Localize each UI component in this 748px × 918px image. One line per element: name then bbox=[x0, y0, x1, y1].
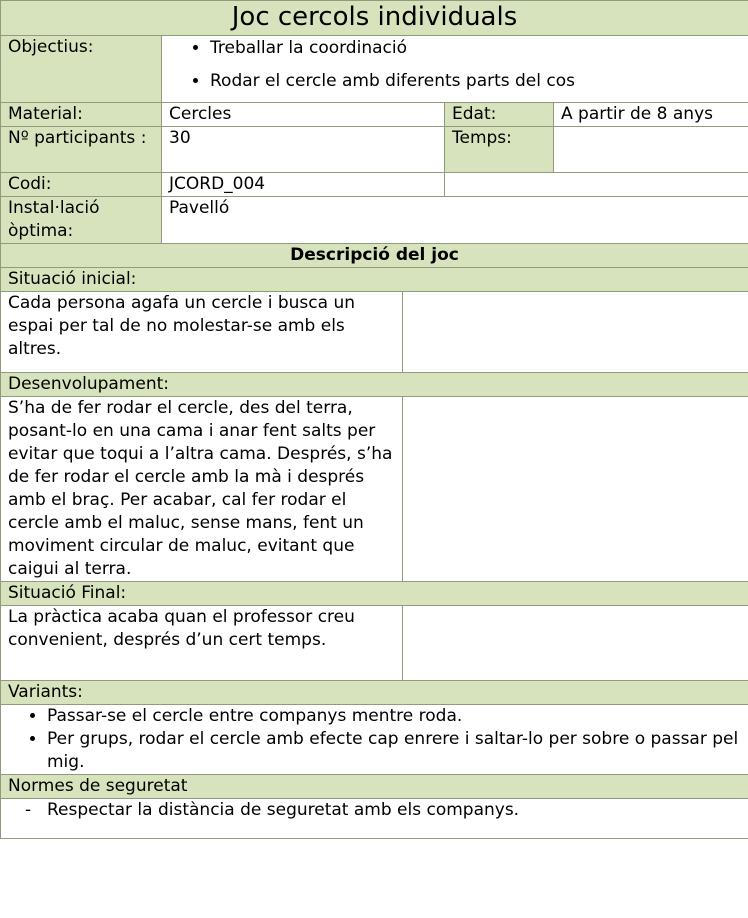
time-label: Temps: bbox=[445, 127, 554, 173]
code-value: JCORD_004 bbox=[162, 173, 445, 197]
code-label: Codi: bbox=[1, 173, 162, 197]
installation-value: Pavelló bbox=[162, 197, 748, 244]
variants-label: Variants: bbox=[1, 681, 748, 705]
objective-item: • Treballar la coordinació bbox=[210, 37, 748, 60]
sheet-title: Joc cercols individuals bbox=[1, 1, 748, 36]
variant-item: • Passar-se el cercle entre companys mentre roda. bbox=[47, 705, 748, 728]
safety-cell bbox=[1, 799, 748, 839]
development-text: S’ha de fer rodar el cercle, des del terra, posant-lo en una cama i anar fent salts per evitar que toqui a l’altra cama. Després, s’ha de fer rodar el cercle amb la mà i després amb el braç. Per acabar, cal fer rodar el cercle amb el maluc, sense mans, fent un moviment circular de maluc, evitant que caigui al terra. bbox=[1, 397, 403, 582]
time-value bbox=[554, 127, 748, 173]
final-label: Situació Final: bbox=[1, 582, 748, 606]
age-label: Edat: bbox=[445, 103, 554, 127]
initial-empty bbox=[403, 292, 748, 373]
material-label: Material: bbox=[1, 103, 162, 127]
variant-item: • Per grups, rodar el cercle amb efecte cap enrere i saltar-lo per sobre o passar pel mig. bbox=[47, 728, 748, 774]
objective-item: • Rodar el cercle amb diferents parts del cos bbox=[210, 70, 748, 93]
code-empty bbox=[445, 173, 748, 197]
objectives-label: Objectius: bbox=[1, 36, 162, 103]
installation-label: Instal·lació òptima: bbox=[1, 197, 162, 244]
participants-label: Nº participants : bbox=[1, 127, 162, 173]
safety-label: Normes de seguretat bbox=[1, 775, 748, 799]
objectives-list bbox=[162, 37, 748, 93]
initial-text: Cada persona agafa un cercle i busca un espai per tal de no molestar-se amb els altres. bbox=[1, 292, 403, 373]
variants-list bbox=[1, 705, 748, 774]
material-value: Cercles bbox=[162, 103, 445, 127]
age-value: A partir de 8 anys bbox=[554, 103, 748, 127]
description-header: Descripció del joc bbox=[1, 244, 748, 268]
variants-cell bbox=[1, 705, 748, 775]
development-empty bbox=[403, 397, 748, 582]
safety-list bbox=[1, 799, 748, 822]
final-text: La pràctica acaba quan el professor creu convenient, després d’un cert temps. bbox=[1, 606, 403, 681]
development-label: Desenvolupament: bbox=[1, 373, 748, 397]
initial-label: Situació inicial: bbox=[1, 268, 748, 292]
safety-item: - Respectar la distància de seguretat amb els companys. bbox=[47, 799, 748, 822]
final-empty bbox=[403, 606, 748, 681]
participants-value: 30 bbox=[162, 127, 445, 173]
objectives-cell bbox=[162, 36, 748, 103]
